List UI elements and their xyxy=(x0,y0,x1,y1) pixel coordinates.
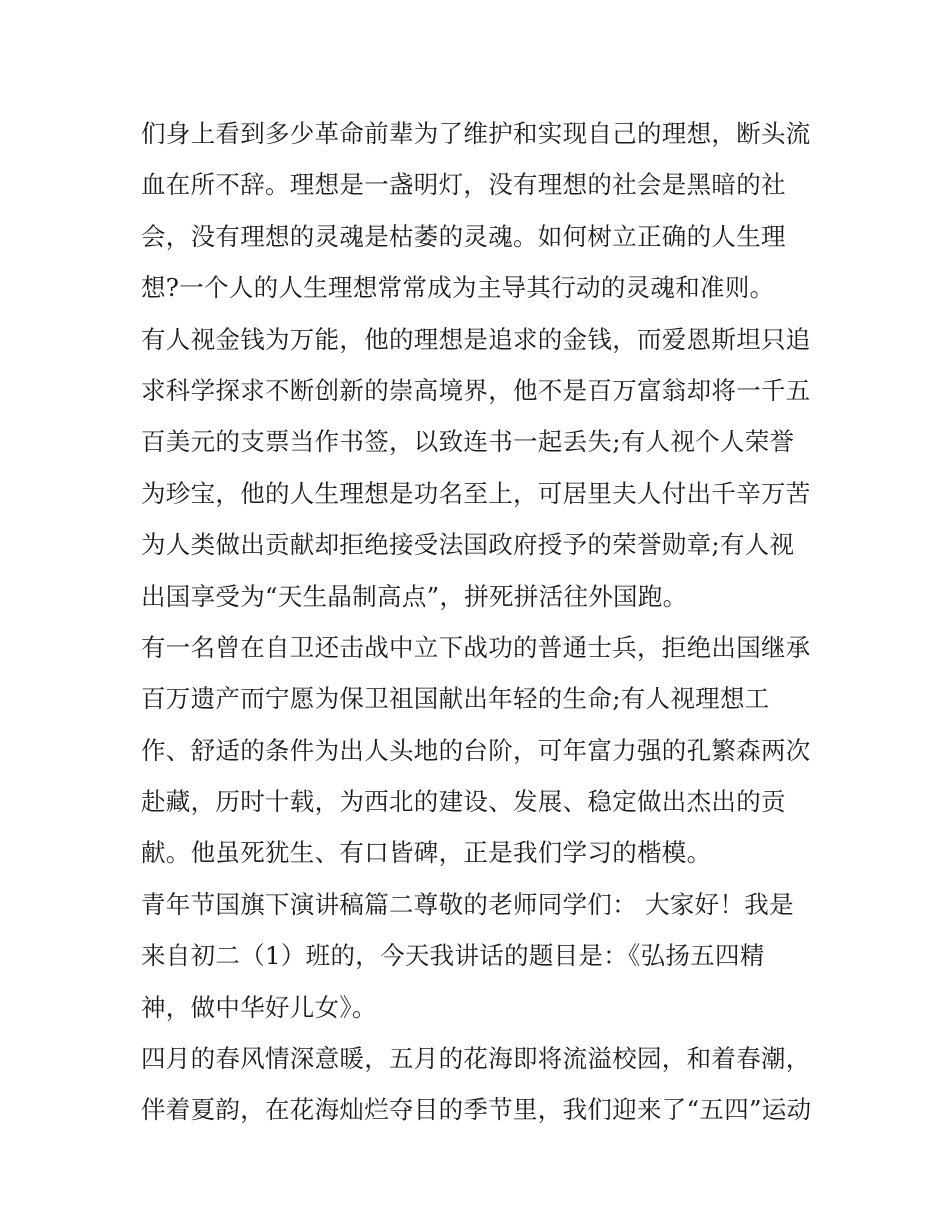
text-line: 有一名曾在自卫还击战中立下战功的普通士兵，拒绝出国继承 xyxy=(141,632,811,662)
document-body xyxy=(141,108,821,1136)
text-line: 会，没有理想的灵魂是枯萎的灵魂。如何树立正确的人生理 xyxy=(141,221,786,251)
text-line: 四月的春风情深意暖，五月的花海即将流溢校园，和着春潮， xyxy=(141,1044,811,1074)
text-line: 血在所不辞。理想是一盏明灯，没有理想的社会是黑暗的社 xyxy=(141,170,786,200)
text-line: 百美元的支票当作书签，以致连书一起丢失;有人视个人荣誉 xyxy=(141,427,795,457)
text-line: 伴着夏韵，在花海灿烂夺目的季节里，我们迎来了“五四”运动 xyxy=(141,1095,812,1125)
text-line: 献。他虽死犹生、有口皆碑，正是我们学习的楷模。 xyxy=(141,838,712,868)
text-line: 赴藏，历时十载，为西北的建设、发展、稳定做出杰出的贡 xyxy=(141,787,786,817)
text-line: 想?一个人的人生理想常常成为主导其行动的灵魂和准则。 xyxy=(141,273,775,303)
text-line: 作、舒适的条件为出人头地的台阶，可年富力强的孔繁森两次 xyxy=(141,735,811,765)
text-line: 来自初二（1）班的，今天我讲话的题目是：《弘扬五四精 xyxy=(141,941,765,971)
text-line: 有人视金钱为万能，他的理想是追求的金钱，而爱恩斯坦只追 xyxy=(141,324,811,354)
text-line: 求科学探求不断创新的崇高境界，他不是百万富翁却将一千五 xyxy=(141,375,811,405)
text-line: 为珍宝，他的人生理想是功名至上，可居里夫人付出千辛万苦 xyxy=(141,478,811,508)
text-line: 们身上看到多少革命前辈为了维护和实现自己的理想，断头流 xyxy=(141,119,811,148)
text-line: 为人类做出贡献却拒绝接受法国政府授予的荣誉勋章;有人视 xyxy=(141,530,795,560)
text-line: 青年节国旗下演讲稿篇二尊敬的老师同学们： 大家好！我是 xyxy=(141,889,794,919)
text-line: 出国享受为“天生晶制高点”，拼死拼活往外国跑。 xyxy=(141,581,688,611)
text-line: 神，做中华好儿女》。 xyxy=(141,992,377,1022)
text-line: 百万遗产而宁愿为保卫祖国献出年轻的生命;有人视理想工 xyxy=(141,684,770,714)
